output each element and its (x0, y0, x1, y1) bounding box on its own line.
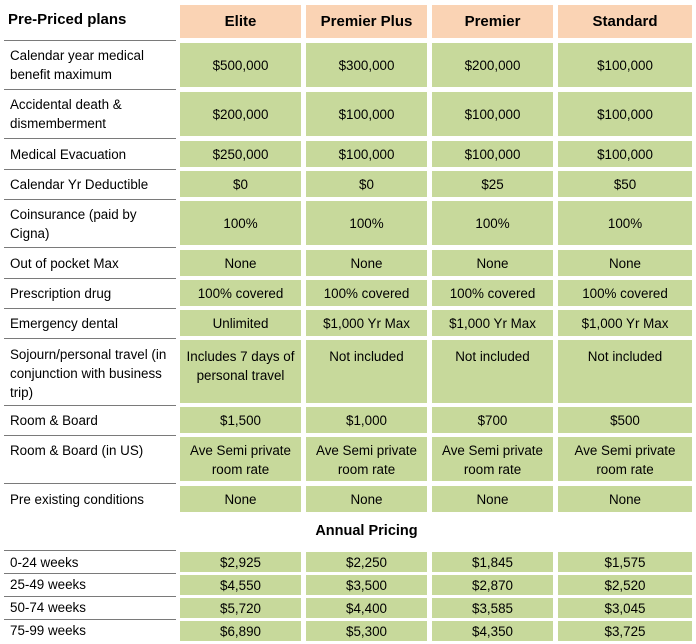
table-cell: $100,000 (432, 92, 553, 136)
table-cell: $500 (558, 407, 692, 433)
price-cell: $2,520 (558, 575, 692, 595)
table-cell: $25 (432, 171, 553, 197)
row-divider (4, 573, 176, 574)
plan-header-elite: Elite (180, 5, 301, 38)
row-label-deductible: Calendar Yr Deductible (10, 177, 149, 192)
table-cell (180, 437, 301, 481)
price-cell: $1,845 (432, 552, 553, 572)
pricing-row-label: 0-24 weeks (10, 555, 79, 570)
cell-text: Includes 7 days of personal travel (186, 349, 295, 383)
table-cell: Unlimited (180, 310, 301, 336)
pricing-row-label: 50-74 weeks (10, 600, 86, 615)
row-divider (4, 338, 176, 339)
table-cell: None (558, 250, 692, 276)
table-cell: $100,000 (306, 92, 427, 136)
table-cell: $1,500 (180, 407, 301, 433)
row-label-accidental-death: Accidental death & dismemberment (10, 97, 122, 131)
cell-text: Not included (329, 349, 404, 364)
table-cell: None (432, 250, 553, 276)
row-divider (4, 550, 176, 551)
row-divider (4, 40, 176, 41)
table-cell (306, 437, 427, 481)
table-cell: $0 (306, 171, 427, 197)
table-cell: 100% covered (180, 280, 301, 306)
table-cell: 100% (432, 201, 553, 245)
table-cell: None (306, 250, 427, 276)
table-cell: $100,000 (558, 92, 692, 136)
price-cell: $2,870 (432, 575, 553, 595)
table-cell (558, 340, 692, 403)
price-cell: $5,720 (180, 598, 301, 618)
price-cell: $4,350 (432, 621, 553, 641)
annual-pricing-title: Annual Pricing (315, 523, 418, 539)
cell-text: Ave Semi private room rate (442, 443, 543, 477)
table-cell: None (180, 250, 301, 276)
price-cell: $1,575 (558, 552, 692, 572)
row-label-benefit-maximum: Calendar year medical benefit maximum (10, 48, 144, 82)
table-cell (180, 340, 301, 403)
table-cell: 100% (558, 201, 692, 245)
corner-label: Pre-Priced plans (8, 11, 127, 28)
table-cell: 100% (180, 201, 301, 245)
table-cell: $250,000 (180, 141, 301, 167)
table-cell: 100% covered (306, 280, 427, 306)
cell-text: Not included (455, 349, 530, 364)
table-cell: $500,000 (180, 43, 301, 87)
cell-text: Ave Semi private room rate (190, 443, 291, 477)
table-cell: $1,000 Yr Max (432, 310, 553, 336)
table-cell: None (432, 486, 553, 512)
plan-header-premier-plus: Premier Plus (306, 5, 427, 38)
table-cell: None (306, 486, 427, 512)
row-divider (4, 138, 176, 139)
row-divider (4, 483, 176, 484)
row-label-coinsurance: Coinsurance (paid by Cigna) (10, 207, 137, 241)
price-cell: $5,300 (306, 621, 427, 641)
table-cell: $300,000 (306, 43, 427, 87)
table-cell: $200,000 (432, 43, 553, 87)
table-cell: None (180, 486, 301, 512)
cell-text: Not included (587, 349, 663, 364)
row-label-sojourn: Sojourn/personal travel (in conjunction with business trip) (10, 347, 167, 400)
table-cell (558, 437, 692, 481)
table-cell: 100% covered (558, 280, 692, 306)
table-cell: $100,000 (432, 141, 553, 167)
table-cell: $100,000 (306, 141, 427, 167)
table-cell (432, 437, 553, 481)
row-divider (4, 405, 176, 406)
table-cell (306, 340, 427, 403)
price-cell: $2,925 (180, 552, 301, 572)
row-divider (4, 278, 176, 279)
price-cell: $3,585 (432, 598, 553, 618)
price-cell: $3,500 (306, 575, 427, 595)
price-cell: $2,250 (306, 552, 427, 572)
table-cell: 100% covered (432, 280, 553, 306)
table-cell (432, 340, 553, 403)
table-cell: $100,000 (558, 43, 692, 87)
table-cell: $1,000 Yr Max (306, 310, 427, 336)
table-cell: $50 (558, 171, 692, 197)
pricing-row-label: 75-99 weeks (10, 623, 86, 638)
table-cell: $0 (180, 171, 301, 197)
row-divider (4, 596, 176, 597)
row-label-out-of-pocket: Out of pocket Max (10, 256, 119, 271)
pricing-row-label: 25-49 weeks (10, 577, 86, 592)
plan-header-standard: Standard (558, 5, 692, 38)
row-divider (4, 308, 176, 309)
row-label-emergency-dental: Emergency dental (10, 316, 118, 331)
row-divider (4, 247, 176, 248)
price-cell: $4,550 (180, 575, 301, 595)
price-cell: $3,725 (558, 621, 692, 641)
row-label-pre-existing: Pre existing conditions (10, 492, 144, 507)
cell-text: Ave Semi private room rate (574, 443, 676, 477)
table-cell: 100% (306, 201, 427, 245)
price-cell: $3,045 (558, 598, 692, 618)
table-cell: $100,000 (558, 141, 692, 167)
table-cell: $200,000 (180, 92, 301, 136)
table-cell: $1,000 (306, 407, 427, 433)
price-cell: $4,400 (306, 598, 427, 618)
cell-text: Ave Semi private room rate (316, 443, 417, 477)
row-label-medical-evacuation: Medical Evacuation (10, 147, 127, 162)
row-label-room-board-us: Room & Board (in US) (10, 443, 144, 458)
price-cell: $6,890 (180, 621, 301, 641)
row-divider (4, 435, 176, 436)
table-cell: $1,000 Yr Max (558, 310, 692, 336)
row-divider (4, 169, 176, 170)
row-divider (4, 89, 176, 90)
row-label-room-board: Room & Board (10, 413, 98, 428)
row-divider (4, 199, 176, 200)
table-cell: None (558, 486, 692, 512)
row-divider (4, 619, 176, 620)
row-label-prescription: Prescription drug (10, 286, 112, 301)
plan-header-premier: Premier (432, 5, 553, 38)
table-cell: $700 (432, 407, 553, 433)
